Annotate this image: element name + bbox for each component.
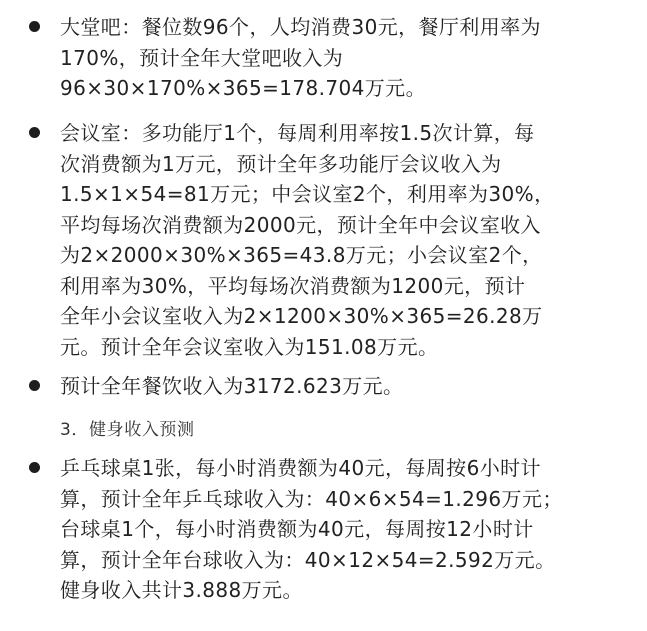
text-line: 台球桌1个，每小时消费额为40元，每周按12小时计 (60, 517, 534, 541)
text-line: 预计全年餐饮收入为3172.623万元。 (60, 374, 404, 398)
text-line: 全年小会议室收入为2×1200×30%×365=26.28万 (60, 304, 543, 328)
bullet-icon (29, 380, 40, 391)
text-line: 乒乓球桌1张，每小时消费额为40元，每周按6小时计 (60, 456, 541, 480)
list-item-lobby-bar (60, 12, 635, 104)
text-line: 96×30×170%×365=178.704万元。 (60, 76, 426, 100)
text-line: 平均每场次消费额为2000元，预计全年中会议室收入 (60, 212, 541, 237)
list-item-dining-total (60, 371, 635, 402)
text-line: 1.5×1×54=81万元；中会议室2个，利用率为30%， (60, 182, 555, 206)
section-subheading: 3．健身收入预测 (60, 420, 195, 440)
text-line: 会议室：多功能厅1个，每周利用率按1.5次计算，每 (60, 121, 535, 145)
text-line: 元。预计全年会议室收入为151.08万元。 (60, 334, 439, 359)
list-item-fitness (60, 453, 635, 606)
text-line: 利用率为30%，平均每场次消费额为1200元，预计 (60, 273, 526, 298)
text-line: 次消费额为1万元，预计全年多功能厅会议收入为 (60, 151, 502, 176)
bullet-icon (29, 462, 40, 473)
bullet-icon (29, 21, 40, 32)
text-line: 算，预计全年乒乓球收入为：40×6×54=1.296万元； (60, 486, 563, 511)
text-line: 健身收入共计3.888万元。 (60, 578, 303, 602)
text-line: 为2×2000×30%×365=43.8万元；小会议室2个， (60, 243, 543, 267)
list-item-meeting-rooms (60, 118, 635, 362)
text-line: 算，预计全年台球收入为：40×12×54=2.592万元。 (60, 547, 556, 572)
text-line: 大堂吧：餐位数96个，人均消费30元，餐厅利用率为 (60, 15, 541, 39)
bullet-icon (29, 127, 40, 138)
text-line: 170%，预计全年大堂吧收入为 (60, 45, 344, 70)
